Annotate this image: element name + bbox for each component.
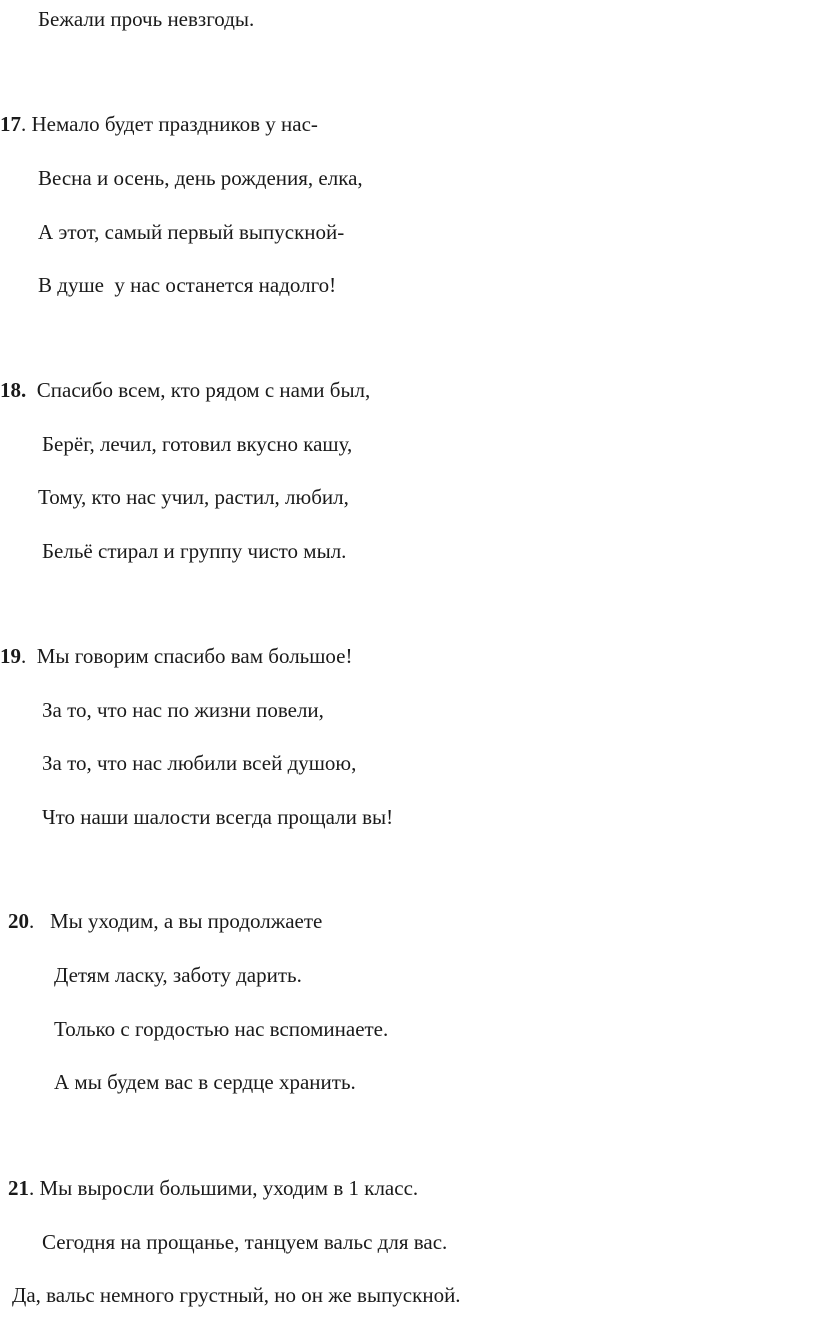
verse-line: Мы уходим, а вы продолжаете <box>50 909 323 933</box>
verse-line: За то, что нас любили всей душою, <box>42 751 357 775</box>
verse-line: Спасибо всем, кто рядом с нами был, <box>36 378 371 402</box>
verse-line: За то, что нас по жизни повели, <box>42 698 324 722</box>
verse-number: 17 <box>0 112 21 136</box>
verse-line: Детям ласку, заботу дарить. <box>54 963 302 987</box>
verse-line: Весна и осень, день рождения, елка, <box>38 166 363 190</box>
verse-line: А этот, самый первый выпускной- <box>38 220 345 244</box>
verse-number: 18. <box>0 378 27 402</box>
verse-line: Сегодня на прощанье, танцуем вальс для вас. <box>42 1230 448 1254</box>
verse-line: Тому, кто нас учил, растил, любил, <box>38 485 349 509</box>
verse-line: А мы будем вас в сердце хранить. <box>54 1070 356 1094</box>
verse-line: Бельё стирал и группу чисто мыл. <box>42 539 347 563</box>
verse-separator: . <box>21 644 37 668</box>
verse-line: Берёг, лечил, готовил вкусно кашу, <box>42 432 353 456</box>
verse-19-first-line <box>0 643 353 669</box>
verse-number: 19 <box>0 644 21 668</box>
verse-17-first-line <box>0 111 318 137</box>
verse-separator: . <box>29 1176 40 1200</box>
verse-separator: . <box>21 112 32 136</box>
intro-line: Бежали прочь невзгоды. <box>38 7 255 31</box>
verse-line: Мы выросли большими, уходим в 1 класс. <box>39 1176 419 1200</box>
verse-line: Что наши шалости всегда прощали вы! <box>42 805 394 829</box>
verse-line: Да, вальс немного грустный, но он же выпускной. <box>12 1283 461 1307</box>
verse-18-first-line <box>0 377 370 403</box>
verse-separator <box>26 378 37 402</box>
verse-number: 21 <box>8 1176 29 1200</box>
verse-line: Немало будет праздников у нас- <box>31 112 318 136</box>
verse-21-first-line <box>8 1175 418 1201</box>
verse-line: Мы говорим спасибо вам большое! <box>36 644 353 668</box>
verse-separator: . <box>29 909 50 933</box>
verse-line: В душе у нас останется надолго! <box>38 273 337 297</box>
verse-line: Только с гордостью нас вспоминаете. <box>54 1017 389 1041</box>
verse-number: 20 <box>8 909 29 933</box>
verse-20-first-line <box>8 908 322 934</box>
